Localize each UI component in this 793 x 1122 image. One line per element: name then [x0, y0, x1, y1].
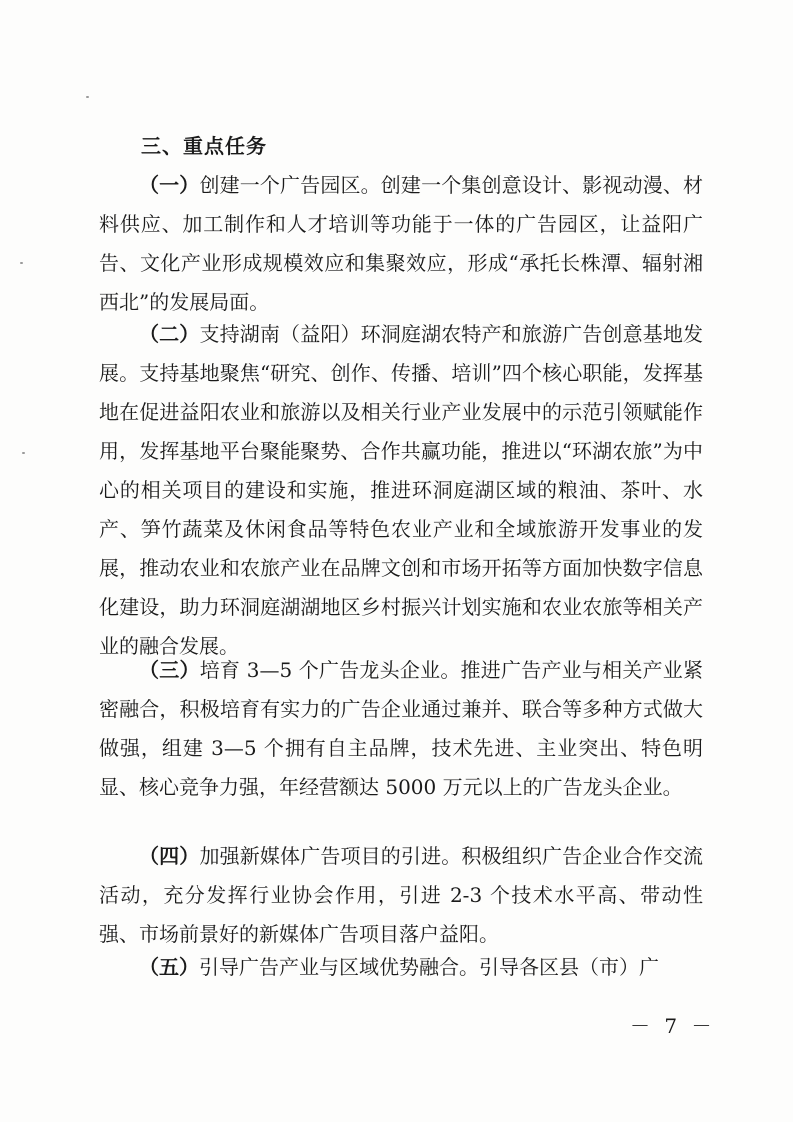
section-heading: 三、重点任务 — [141, 134, 267, 158]
paragraph-task-2 — [99, 315, 703, 666]
paragraph-task-4 — [99, 837, 703, 954]
paragraph-text: 支持湖南（益阳）环洞庭湖农特产和旅游广告创意基地发展。支持基地聚焦“研究、创作、传播、培训”四个核心职能，发挥基地在促进益阳农业和旅游以及相关行业产业发展中的示范引领赋能作用，发挥基地平台聚能聚势、合作共赢功能，推进以“环湖农旅”为中心的相关项目的建设和实施，推进环洞庭湖区域的粮油、茶叶、水产、笋竹蔬菜及休闲食品等特色农业产业和全域旅游开发事业的发展，推动农业和农旅产业在品牌文创和市场开拓等方面加快数字信息化建设，助力环洞庭湖湖地区乡村振兴计划实施和农业农旅等相关产业的融合发展。 — [99, 322, 704, 658]
paragraph-marker: （五） — [139, 955, 199, 979]
paragraph-text: 培育 3—5 个广告龙头企业。推进广告产业与相关产业紧密融合，积极培育有实力的广告企业通过兼并、联合等多种方式做大做强，组建 3—5 个拥有自主品牌，技术先进、主业突出、特色明显、核心竞争力强，年经营额达 5000 万元以上的广告龙头企业。 — [99, 658, 704, 799]
paragraph-marker: （四） — [139, 844, 200, 868]
paragraph-marker: （一） — [139, 173, 200, 197]
scan-speck — [22, 452, 25, 454]
paragraph-text: 加强新媒体广告项目的引进。积极组织广告企业合作交流活动，充分发挥行业协会作用，引进 2-3 个技术水平高、带动性强、市场前景好的新媒体广告项目落户益阳。 — [99, 844, 704, 946]
paragraph-marker: （三） — [139, 658, 200, 682]
paragraph-task-5 — [99, 948, 703, 987]
scan-speck — [20, 262, 23, 264]
scan-speck — [86, 96, 89, 98]
paragraph-task-1 — [99, 166, 703, 322]
paragraph-text: 引导广告产业与区域优势融合。引导各区县（市）广 — [199, 955, 659, 979]
paragraph-marker: （二） — [139, 322, 200, 346]
paragraph-text: 创建一个广告园区。创建一个集创意设计、影视动漫、材料供应、加工制作和人才培训等功能于一体的广告园区，让益阳广告、文化产业形成规模效应和集聚效应，形成“承托长株潭、辐射湘西北”的发展局面。 — [99, 173, 704, 314]
page-number: － 7 － — [630, 1014, 716, 1038]
paragraph-task-3 — [99, 651, 703, 807]
